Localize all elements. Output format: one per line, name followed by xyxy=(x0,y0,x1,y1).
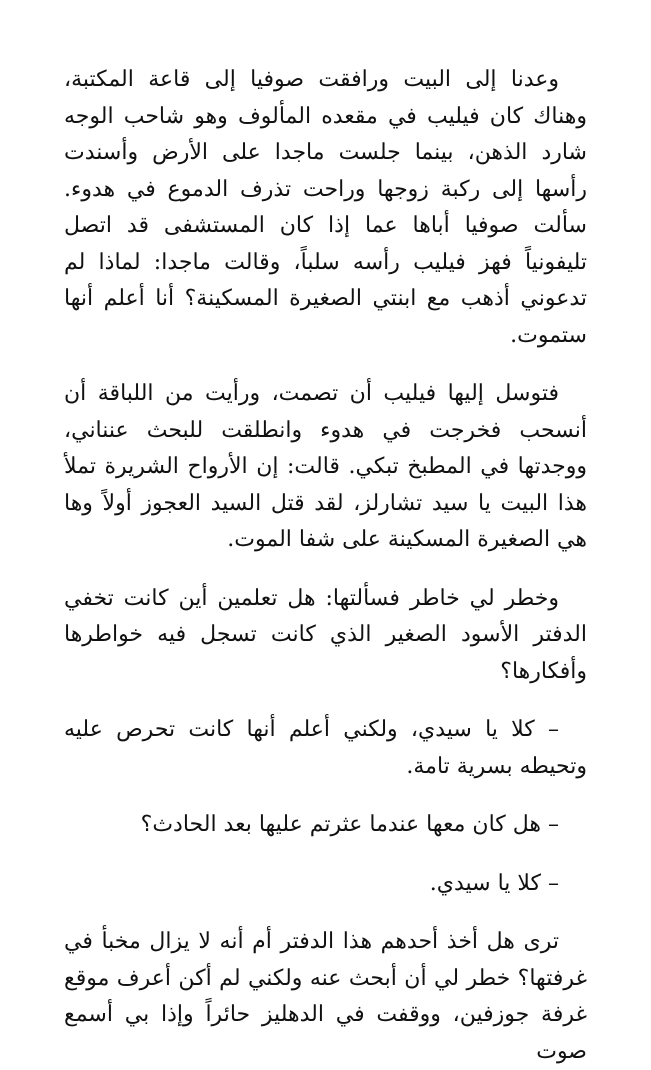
paragraph-search-room: ترى هل أخذ أحدهم هذا الدفتر أم أنه لا يزال مخبأ في غرفتها؟ خطر لي أن أبحث عنه ولكني لم أكن أعرف موقع غرفة جوزفين، ووقفت في الدهليز حائراً وإذا بي أسمع صوت xyxy=(64,929,587,1064)
paragraph-nanny-kitchen: فتوسل إليها فيليب أن تصمت، ورأيت من اللباقة أن أنسحب فخرجت في هدوء وانطلقت للبحث عنناني، ووجدتها في المطبخ تبكي. قالت: إن الأرواح الشريرة تملأ هذا البيت يا سيد تشارلز، لقد قتل السيد العجوز أولاً وها هي الصغيرة المسكينة على شفا الموت. xyxy=(64,381,587,552)
dialogue-line-after-accident: – هل كان معها عندما عثرتم عليها بعد الحادث؟ xyxy=(140,812,559,837)
dialogue-line-secrecy: – كلا يا سيدي، ولكني أعلم أنها كانت تحرص عليه وتحيطه بسرية تامة. xyxy=(64,717,587,779)
dialogue-line-no-sir: – كلا يا سيدي. xyxy=(429,870,559,896)
paragraph-black-notebook-question: وخطر لي خاطر فسألتها: هل تعلمين أين كانت تخفي الدفتر الأسود الصغير الذي كانت تسجل فيه خواطرها وأفكارها؟ xyxy=(64,585,587,684)
paragraph-return-to-library: وعدنا إلى البيت ورافقت صوفيا إلى قاعة المكتبة، وهناك كان فيليب في مقعده المألوف وهو شاحب الوجه شارد الذهن، بينما جلست ماجدا على الأرض وأسندت رأسها إلى ركبة زوجها وراحت تذرف الدموع في هدوء. سألت صوفيا أباها عما إذا كان المستشفى قد اتصل تليفونياً فهز فيليب رأسه سلباً، وقالت ماجدا: لماذا لم تدعوني أذهب مع ابنتي الصغيرة المسكينة؟ أنا أعلم أنها ستموت. xyxy=(64,67,587,348)
